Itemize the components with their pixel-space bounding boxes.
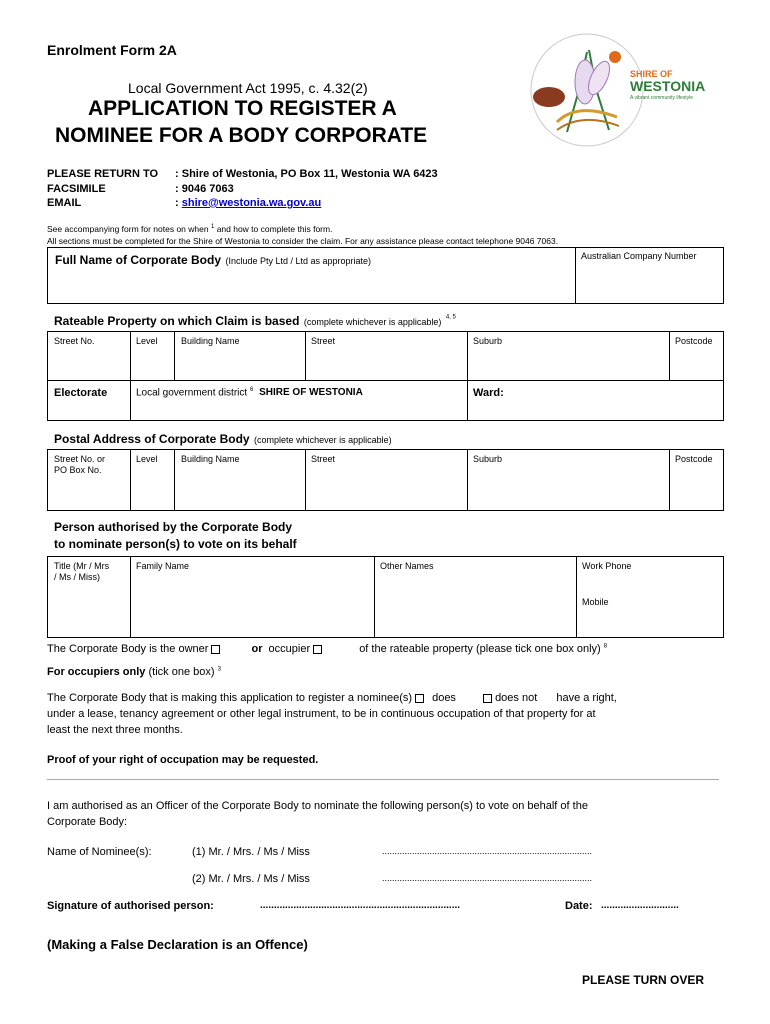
corporate-hint: (Include Pty Ltd / Ltd as appropriate): [225, 256, 372, 266]
proof-notice: Proof of your right of occupation may be requested.: [47, 754, 319, 766]
does-not-checkbox[interactable]: [483, 694, 492, 703]
nominee-1-field[interactable]: ....................................................................................: [382, 846, 593, 856]
occupier-text: occupier: [268, 643, 311, 655]
owner-line: [47, 643, 727, 655]
postal-hint: (complete whichever is applicable): [254, 435, 392, 445]
shire-logo: [527, 22, 727, 157]
does-checkbox[interactable]: [415, 694, 424, 703]
postal-heading-text: Postal Address of Corporate Body: [54, 432, 250, 446]
postal-col-street: Street: [311, 454, 336, 464]
fax-value: 9046 7063: [181, 182, 234, 195]
nominee-label: Name of Nominee(s):: [47, 846, 152, 858]
lease-line2: under a lease, tenancy agreement or other legal instrument, to be in continuous occupation of that property for at: [47, 708, 596, 720]
person-table[interactable]: [47, 556, 724, 638]
corporate-name-heading: [55, 251, 371, 269]
does-label: does: [432, 692, 456, 704]
shire-name: SHIRE OF WESTONIA: [259, 387, 363, 399]
authorised-line1: I am authorised as an Officer of the Corporate Body to nominate the following person(s) to vote on behalf of the: [47, 800, 588, 812]
postal-table[interactable]: [47, 449, 724, 511]
occupiers-sup: 3: [217, 666, 221, 673]
date-field[interactable]: ............................: [601, 900, 679, 911]
occupiers-line: [47, 666, 221, 678]
col-postcode: Postcode: [675, 336, 713, 346]
nominee-2-title: (2) Mr. / Mrs. / Ms / Miss: [192, 873, 310, 885]
owner-text: The Corporate Body is the owner: [47, 643, 209, 655]
col-street-no: Street No.: [54, 336, 95, 346]
lease-tail: have a right,: [556, 692, 617, 704]
col-building-name: Building Name: [181, 336, 240, 346]
logo-text-top: SHIRE OF: [630, 69, 673, 79]
form-label: Enrolment Form 2A: [47, 42, 177, 58]
person-heading: [54, 519, 297, 553]
person-heading-2: to nominate person(s) to vote on its behalf: [54, 537, 297, 551]
signature-field[interactable]: ........................................................................: [260, 900, 461, 911]
false-declaration-warning: (Making a False Declaration is an Offence): [47, 937, 308, 952]
col-title-a: Title (Mr / Mrs: [54, 561, 110, 571]
postal-col-suburb: Suburb: [473, 454, 503, 464]
acn-label: Australian Company Number: [581, 251, 697, 261]
lease-text: The Corporate Body that is making this application to register a nominee(s): [47, 692, 413, 704]
lease-line3: least the next three months.: [47, 724, 183, 736]
does-not-label: does not: [495, 692, 538, 704]
col-work-phone: Work Phone: [582, 561, 632, 571]
rateable-table[interactable]: [47, 331, 724, 421]
notes-text-b: and how to complete this form.: [216, 224, 333, 234]
page-title-line2: NOMINEE FOR A BODY CORPORATE: [55, 124, 428, 147]
col-level: Level: [136, 336, 158, 346]
postal-heading: [54, 430, 392, 448]
please-turn-over: PLEASE TURN OVER: [582, 973, 705, 987]
col-title-b: / Ms / Miss): [54, 572, 100, 582]
rateable-hint: (complete whichever is applicable): [303, 317, 442, 327]
col-street-or-po-a: Street No. or: [54, 454, 106, 464]
col-family-name: Family Name: [136, 561, 190, 571]
nominee-2-field[interactable]: ....................................................................................: [382, 873, 593, 883]
notes-line2: All sections must be completed for the Shire of Westonia to consider the claim. For any assistance please contact telephone 9046 7063.: [47, 236, 559, 246]
act-reference: Local Government Act 1995, c. 4.32(2): [128, 80, 368, 96]
signature-label: Signature of authorised person:: [47, 900, 214, 912]
lease-paragraph: [47, 690, 727, 738]
postal-col-postcode: Postcode: [675, 454, 713, 464]
electorate-label: Electorate: [54, 387, 108, 399]
email-link[interactable]: shire@westonia.wa.gov.au: [181, 197, 322, 209]
return-label: PLEASE RETURN TO: [47, 168, 159, 180]
col-other-names: Other Names: [380, 561, 434, 571]
owner-checkbox[interactable]: [211, 645, 220, 654]
authorised-statement: [47, 798, 588, 830]
return-block: PLEASE RETURN TO : Shire of Westonia, PO Box 11, Westonia WA 6423 FACSIMILE : 9046 7063 EMAIL : shire@westonia.wa.gov.au: [47, 168, 438, 209]
email-label: EMAIL: [47, 197, 82, 209]
col-suburb: Suburb: [473, 336, 503, 346]
logo-tagline: A vibrant community lifestyle: [630, 95, 694, 101]
rateable-heading-text: Rateable Property on which Claim is based: [54, 314, 300, 328]
authorised-line2: Corporate Body:: [47, 816, 128, 828]
postal-col-level: Level: [136, 454, 158, 464]
nominee-1-title: (1) Mr. / Mrs. / Ms / Miss: [192, 846, 310, 858]
date-label: Date:: [565, 900, 593, 912]
logo-text-main: WESTONIA: [630, 78, 706, 94]
page-title-line1: APPLICATION TO REGISTER A: [88, 97, 397, 120]
col-mobile: Mobile: [582, 597, 609, 607]
col-street-or-po: [54, 454, 105, 476]
corporate-heading-text: Full Name of Corporate Body: [55, 253, 222, 267]
notes-line1: [47, 224, 332, 234]
owner-tail: of the rateable property (please tick one box only): [359, 643, 601, 655]
return-address: Shire of Westonia, PO Box 11, Westonia WA 6423: [181, 168, 438, 180]
occupier-checkbox[interactable]: [313, 645, 322, 654]
district-label: [136, 387, 363, 398]
occupiers-label: For occupiers only: [47, 666, 146, 678]
corporate-name-box[interactable]: [47, 247, 724, 304]
person-heading-1: Person authorised by the Corporate Body: [54, 520, 293, 534]
ward-label: Ward:: [473, 387, 504, 399]
col-street-or-po-b: PO Box No.: [54, 465, 102, 475]
fax-label: FACSIMILE: [47, 182, 106, 195]
notes-text-a: See accompanying form for notes on when: [47, 224, 209, 234]
owner-sup: 8: [603, 643, 608, 650]
district-sup: 6: [249, 387, 254, 393]
notes-sup: 1: [210, 224, 215, 231]
owner-or: or: [251, 643, 263, 655]
rateable-heading: [54, 312, 456, 330]
postal-col-building: Building Name: [181, 454, 240, 464]
district-text: Local government district: [136, 387, 248, 399]
col-street: Street: [311, 336, 336, 346]
occupiers-hint: (tick one box): [148, 666, 215, 678]
col-title: [54, 561, 109, 583]
divider: [47, 779, 719, 780]
rateable-sup: 4, 5: [445, 314, 456, 321]
